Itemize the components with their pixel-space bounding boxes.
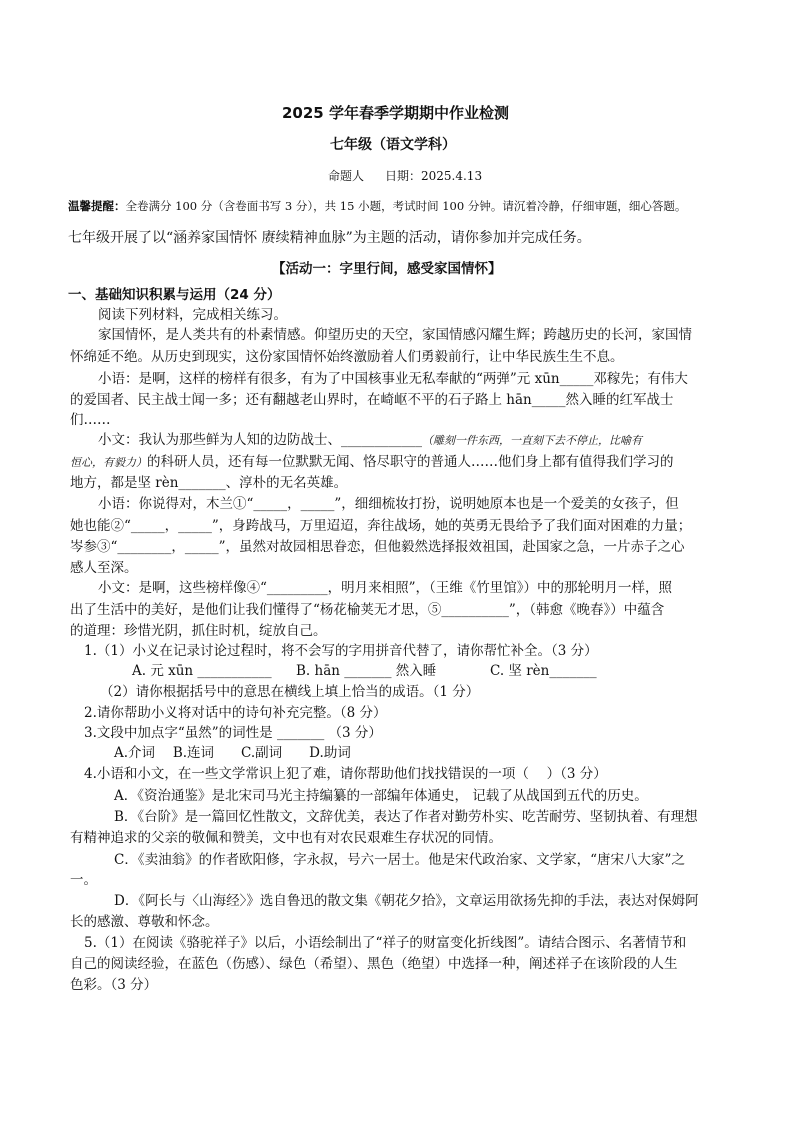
passage-line: 小语：你说得对，木兰①“_____，_____”，细细梳妆打扮，说明她原本也是一个爱美的女孩子，但 [98,496,679,512]
passage-line: 怀绵延不绝。从历史到现实，这份家国情怀始终激励着人们勇毅前行，让中华民族生生不息。 [70,349,624,365]
passage-line: 们…… [70,412,111,428]
passage-text: 小文：我认为那些鲜为人知的边防战士、____________ [98,432,422,448]
option-b-cont: 有精神追求的父亲的敬佩和赞美，文中也有对农民艰难生存状况的同情。 [70,830,502,846]
idiom-hint: （雕刻一件东西，一直刻下去不停止，比喻有 [422,434,642,447]
exam-date: 日期：2025.4.13 [385,169,483,183]
section-heading: 一、基础知识积累与运用（24 分） [68,287,281,303]
passage-line [70,452,674,473]
option-d-cont: 长的感激、尊敬和怀念。 [70,914,219,930]
question-3: 3.文段中加点字“虽然”的词性是 _______ （3 分） [84,725,382,741]
activity-heading: 【活动一：字里行间，感受家国情怀】 [272,261,502,277]
option-d: D．《阿长与〈山海经〉》选自鲁迅的散文集《朝花夕拾》，文章运用欲扬先抑的手法，表达对保姆阿 [114,893,699,909]
tip-label: 温馨提醒： [68,199,126,213]
passage-line: 小文：是啊，这些榜样像④“_________，明月来相照”，（王维《竹里馆》）中的那轮明月一样，照 [98,580,673,596]
option-c-cont: 一。 [70,872,97,888]
question-5-cont: 色彩。（3 分） [70,977,158,993]
tip-text: 全卷满分 100 分（含卷面书写 3 分），共 15 小题，考试时间 100 分钟。请沉着冷静，仔细审题，细心答题。 [125,199,687,213]
idiom-hint: 恒心，有毅力） [70,456,147,469]
passage-line: 感人至深。 [70,560,138,576]
option-b: B．《台阶》是一篇回忆性散文，文辞优美，表达了作者对勤劳朴实、吃苦耐劳、坚韧执着、有理想 [114,809,698,825]
question-5: 5.（1）在阅读《骆驼祥子》以后，小语绘制出了“祥子的财富变化折线图”。请结合图示、名著情节和 [84,935,687,951]
passage-line: 出了生活中的美好，是他们让我们懂得了“杨花榆荚无才思，⑤__________”，（韩愈《晚春》）中蕴含 [70,602,665,618]
passage-line: 的道理：珍惜光阴，抓住时机，绽放自己。 [70,623,327,639]
option-c: C．《卖油翁》的作者欧阳修，字永叔，号六一居士。他是宋代政治家、文学家，“唐宋八大家”之 [114,852,685,868]
exam-title: 2025 学年春季学期期中作业检测 [282,104,509,122]
passage-line: 阅读下列材料，完成相关练习。 [98,307,287,323]
question-2: 2.请你帮助小义将对话中的诗句补充完整。（8 分） [84,705,387,721]
option-a: A．《资治通鉴》是北宋司马光主持编纂的一部编年体通史， 记载了从战国到五代的历史。 [114,788,648,804]
option-c: C. 坚 rèn_______ [490,663,597,679]
exam-subtitle: 七年级（语文学科） [330,137,456,153]
passage-text: 的科研人员，还有每一位默默无闻、恪尽职守的普通人……他们身上都有值得我们学习的 [147,454,674,470]
intro-text: 七年级开展了以“涵养家国情怀 赓续精神血脉”为主题的活动，请你参加并完成任务。 [68,230,591,246]
passage-line: 岑参③“________，_____”，虽然对故园相思眷恋，但他毅然选择报效祖国，赴国家之急，一片赤子之心 [70,539,685,555]
option-b: B. hān _______ 然入睡 [296,663,437,679]
passage-line: 地方，都是坚 rèn_______、淳朴的无名英雄。 [70,475,348,491]
passage-line: 的爱国者、民主战士闻一多；还有翻越老山界时，在崎岖不平的石子路上 hān_____然入睡的红军战士 [70,392,674,408]
question-5-cont: 自己的阅读经验，在蓝色（伤感）、绿色（希望）、黑色（绝望）中选择一种，阐述祥子在该阶段的人生 [70,956,678,972]
passage-line: 家国情怀，是人类共有的朴素情感。仰望历史的天空，家国情感闪耀生辉；跨越历史的长河，家国情 [98,327,692,343]
passage-line: 她也能②“_____，_____”，身跨战马，万里迢迢，奔往战场，她的英勇无畏给予了我们面对困难的力量； [70,518,692,534]
question-1-2: （2）请你根据括号中的意思在横线上填上恰当的成语。（1 分） [100,684,480,700]
question-3-options: A.介词 B.连词 C.副词 D.助词 [114,745,351,761]
tip-line [68,196,686,216]
question-1: 1.（1）小义在记录讨论过程时，将不会写的字用拼音代替了，请你帮忙补全。（3 分） [84,643,598,659]
question-4: 4.小语和小文，在一些文学常识上犯了难，请你帮助他们找找错误的一项（ ）（3 分） [84,766,607,782]
option-a: A. 元 xūn ___________ [132,663,272,679]
passage-line: 小语：是啊，这样的榜样有很多，有为了中国核事业无私奉献的“两弹”元 xūn_____邓稼先；有伟大 [98,371,688,387]
exam-author: 命题人 [328,169,365,183]
passage-line [98,430,642,451]
